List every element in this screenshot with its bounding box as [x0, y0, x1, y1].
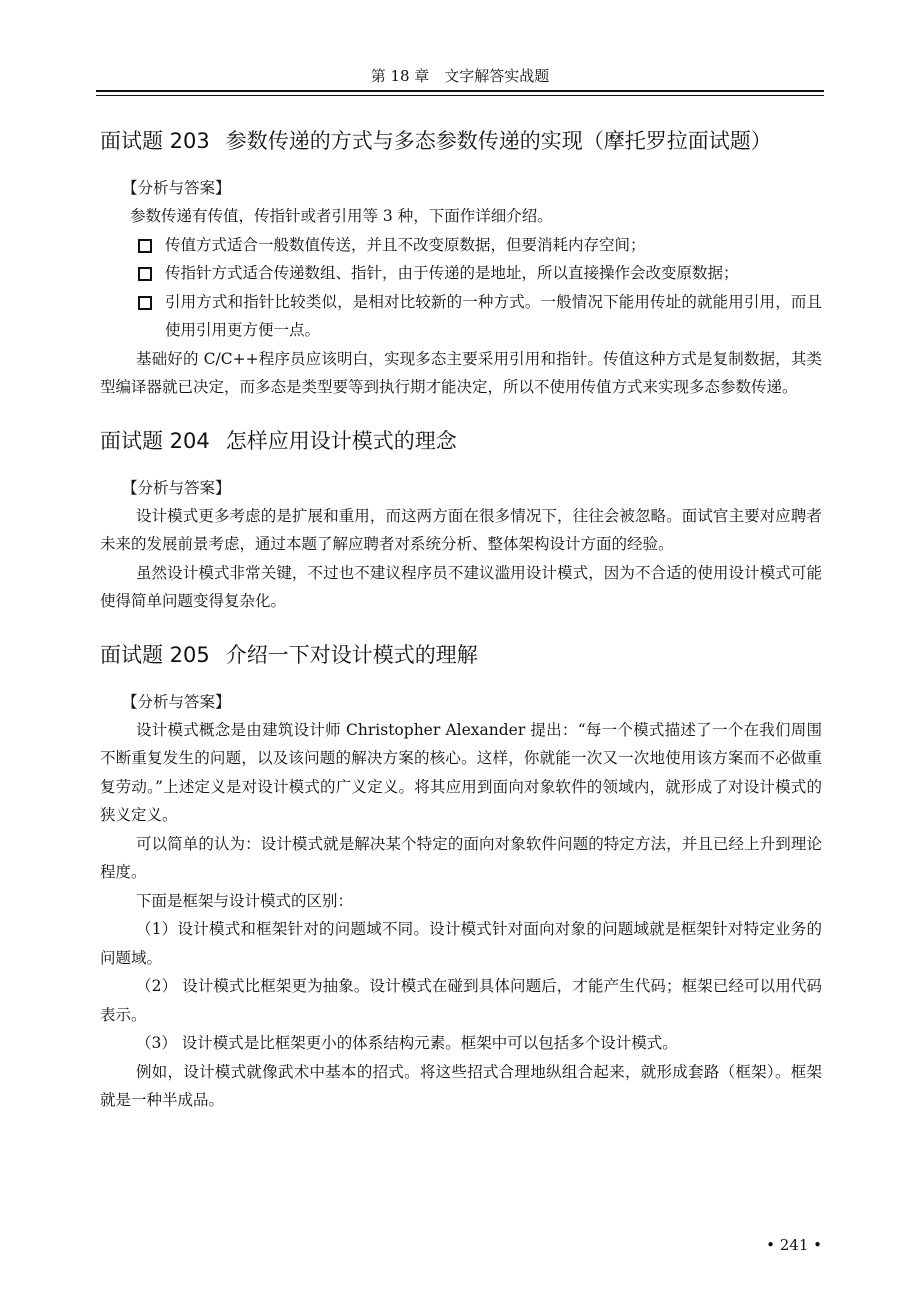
answer-label: 【分析与答案】: [122, 179, 231, 197]
header-rule-thin: [96, 95, 824, 96]
paragraph: 参数传递有传值，传指针或者引用等 3 种，下面作详细介绍。: [130, 207, 553, 225]
header-rule-thick: [96, 90, 824, 92]
paragraph: 可以简单的认为：设计模式就是解决某个特定的面向对象软件问题的特定方法，并且已经上升到理论程度。: [100, 834, 822, 881]
section-number: 面试题 203: [100, 129, 210, 153]
answer-label: 【分析与答案】: [122, 478, 231, 497]
paragraph: （2） 设计模式比框架更为抽象。设计模式在碰到具体问题后，才能产生代码；框架已经可以用代码表示。: [100, 977, 822, 1024]
section-heading-203: [100, 126, 822, 156]
section-title: 怎样应用设计模式的理念: [225, 428, 457, 453]
paragraph: 下面是框架与设计模式的区别：: [136, 891, 354, 910]
section-heading-205: [100, 640, 822, 670]
section-title: 参数传递的方式与多态参数传递的实现（摩托罗拉面试题）: [225, 129, 772, 153]
bullet-list: [100, 231, 822, 345]
checkbox-bullet-icon: [138, 239, 152, 253]
checkbox-bullet-icon: [138, 267, 152, 281]
list-item: 引用方式和指针比较类似，是相对比较新的一种方式。一般情况下能用传址的就能用引用，而且使用引用更方便一点。: [100, 288, 822, 345]
paragraph: 设计模式更多考虑的是扩展和重用，而这两方面在很多情况下，往往会被忽略。面试官主要对应聘者未来的发展前景考虑，通过本题了解应聘者对系统分析、整体架构设计方面的经验。: [100, 506, 822, 553]
page-number: • 241 •: [766, 1236, 822, 1254]
section-number: 面试题 204: [100, 428, 210, 453]
paragraph: 基础好的 C/C++程序员应该明白，实现多态主要采用引用和指针。传值这种方式是复制数据，其类型编译器就已决定，而多态是类型要等到执行期才能决定，所以不使用传值方式来实现多态参数传递。: [100, 349, 822, 396]
paragraph: （3） 设计模式是比框架更小的体系结构元素。框架中可以包括多个设计模式。: [136, 1034, 678, 1052]
list-item: 传值方式适合一般数值传送，并且不改变原数据，但要消耗内存空间；: [100, 231, 822, 260]
page-content: [100, 126, 822, 1115]
section-heading-204: [100, 426, 822, 456]
paragraph: （1）设计模式和框架针对的问题域不同。设计模式针对面向对象的问题域就是框架针对特定业务的问题域。: [100, 920, 822, 967]
paragraph: 例如，设计模式就像武术中基本的招式。将这些招式合理地纵组合起来，就形成套路（框架）。框架就是一种半成品。: [100, 1062, 822, 1109]
list-item: 传指针方式适合传递数组、指针，由于传递的是地址，所以直接操作会改变原数据；: [100, 259, 822, 288]
answer-label: 【分析与答案】: [122, 692, 231, 711]
paragraph: 虽然设计模式非常关键，不过也不建议程序员不建议滥用设计模式，因为不合适的使用设计模式可能使得简单问题变得复杂化。: [100, 563, 822, 610]
section-title: 介绍一下对设计模式的理解: [225, 642, 478, 667]
checkbox-bullet-icon: [138, 296, 152, 310]
section-number: 面试题 205: [100, 642, 210, 667]
paragraph: 设计模式概念是由建筑设计师 Christopher Alexander 提出：“每一个模式描述了一个在我们周围不断重复发生的问题，以及该问题的解决方案的核心。这样，你就能一次又一次地使用该方案而不必做重复劳动。”上述定义是对设计模式的广义定义。将其应用到面向对象软件的领域内，就形成了对设计模式的狭义定义。: [100, 720, 822, 824]
running-header: 第 18 章 文字解答实战题: [370, 67, 550, 85]
